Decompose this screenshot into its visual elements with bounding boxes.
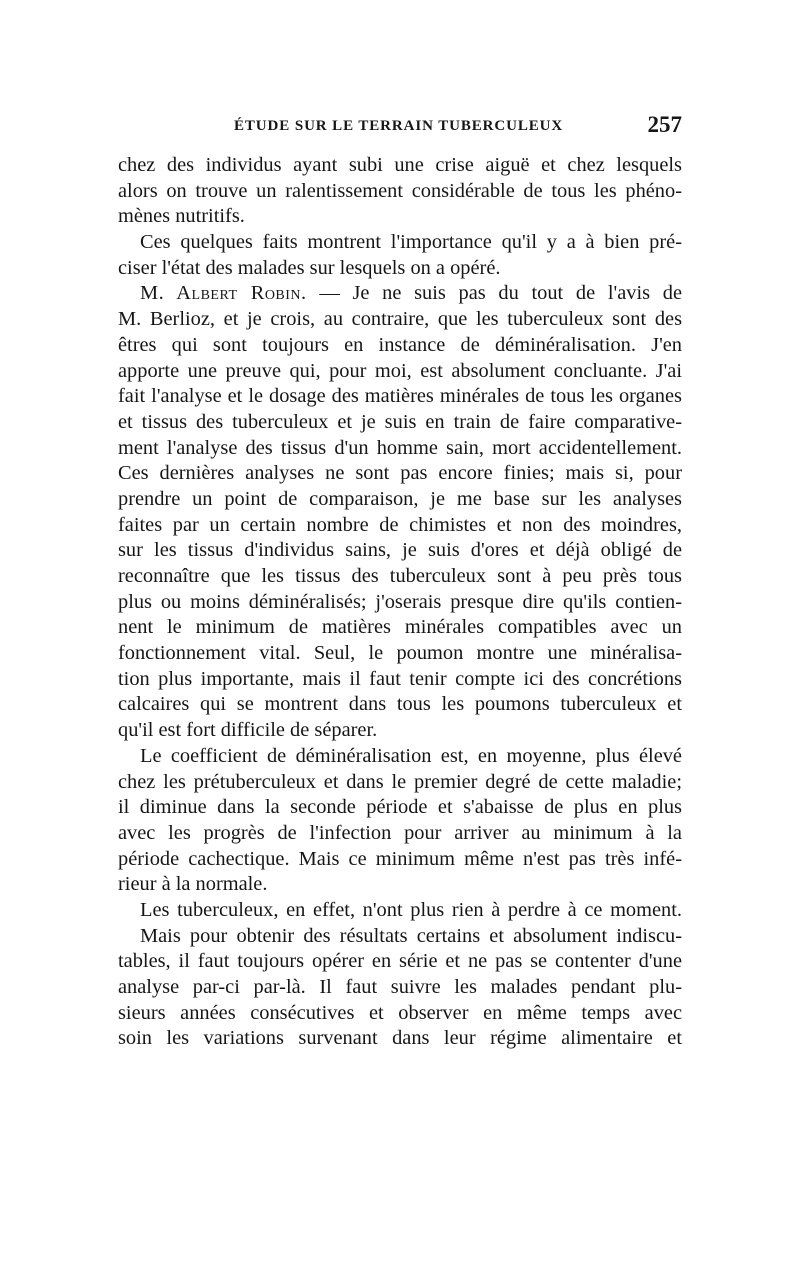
text-line: Le coefficient de déminéralisation est, en moyenne, plus élevé <box>140 744 682 767</box>
running-head <box>118 112 682 140</box>
text-line: ment l'analyse des tissus d'un homme sain, mort accidentellement. <box>118 436 682 459</box>
text-line: reconnaître que les tissus des tuberculeux sont à peu près tous <box>118 565 682 587</box>
text-line: alors on trouve un ralentissement considérable de tous les phéno- <box>118 179 682 202</box>
text-line: M. Berlioz, et je crois, au contraire, que les tuberculeux sont des <box>118 308 682 331</box>
text-line: ciser l'état des malades sur lesquels on a opéré. <box>118 256 501 279</box>
text-line: Les tuberculeux, en effet, n'ont plus rien à perdre à ce moment. <box>140 898 682 921</box>
line-text: — Je ne suis pas du tout de l'avis de <box>306 282 682 305</box>
speaker-name: M. Albert Robin. <box>140 282 307 305</box>
page-number: 257 <box>647 112 682 137</box>
text-line: chez des individus ayant subi une crise aiguë et chez lesquels <box>118 154 682 176</box>
text-line: chez les prétuberculeux et dans le premier degré de cette maladie; <box>118 770 682 793</box>
text-line: et tissus des tuberculeux et je suis en train de faire comparative- <box>118 410 682 433</box>
text-line: calcaires qui se montrent dans tous les poumons tuberculeux et <box>118 693 682 716</box>
text-line: apporte une preuve qui, pour moi, est absolument concluante. J'ai <box>118 359 682 382</box>
running-title: ÉTUDE SUR LE TERRAIN TUBERCULEUX <box>234 118 564 134</box>
text-line: êtres qui sont toujours en instance de déminéralisation. J'en <box>118 333 682 356</box>
text-line: faites par un certain nombre de chimistes et non des moindres, <box>118 513 682 536</box>
text-line: analyse par-ci par-là. Il faut suivre les malades pendant plu- <box>118 976 682 998</box>
text-line: il diminue dans la seconde période et s'abaisse de plus en plus <box>118 796 682 819</box>
text-line: sur les tissus d'individus sains, je suis d'ores et déjà obligé de <box>118 539 682 562</box>
text-line: tion plus importante, mais il faut tenir compte ici des concrétions <box>118 667 682 690</box>
text-line: soin les variations survenant dans leur régime alimentaire et <box>118 1027 682 1050</box>
text-line: tables, il faut toujours opérer en série et ne pas se contenter d'une <box>118 950 682 973</box>
body-text <box>118 153 682 1052</box>
text-line: plus ou moins déminéralisés; j'oserais presque dire qu'ils contien- <box>118 590 682 613</box>
text-line: sieurs années consécutives et observer en même temps avec <box>118 1001 682 1024</box>
text-line: période cachectique. Mais ce minimum même n'est pas très infé- <box>118 847 682 870</box>
text-line: fait l'analyse et le dosage des matières minérales de tous les organes <box>118 385 682 408</box>
text-line <box>118 281 682 307</box>
text-line: prendre un point de comparaison, je me base sur les analyses <box>118 487 682 510</box>
text-line: fonctionnement vital. Seul, le poumon montre une minéralisa- <box>118 642 682 665</box>
text-line: mènes nutritifs. <box>118 205 245 228</box>
text-line: Ces dernières analyses ne sont pas encore finies; mais si, pour <box>118 462 682 485</box>
text-line: nent le minimum de matières minérales compatibles avec un <box>118 616 682 639</box>
text-line: avec les progrès de l'infection pour arriver au minimum à la <box>118 821 682 844</box>
text-line: Ces quelques faits montrent l'importance qu'il y a à bien pré- <box>140 231 682 254</box>
text-line: Mais pour obtenir des résultats certains et absolument indiscu- <box>140 924 682 947</box>
text-line: rieur à la normale. <box>118 873 268 896</box>
text-line: qu'il est fort difficile de séparer. <box>118 719 378 742</box>
